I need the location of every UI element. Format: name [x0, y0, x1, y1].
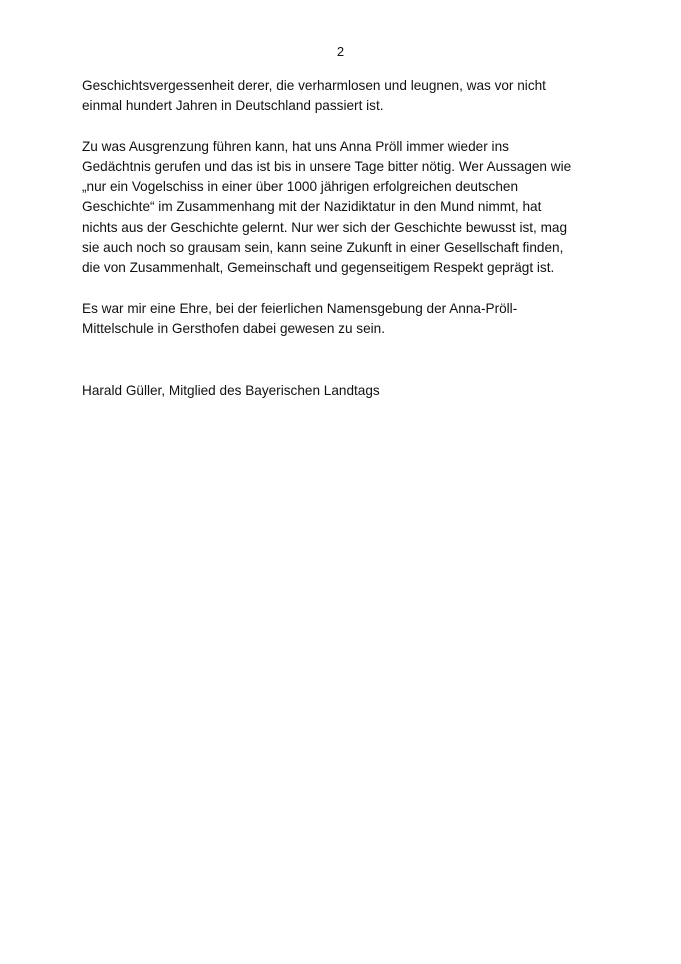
text-line: nichts aus der Geschichte gelernt. Nur wer sich der Geschichte bewusst ist, mag — [82, 219, 568, 235]
paragraph-2 — [82, 137, 622, 279]
text-line: Gedächtnis gerufen und das ist bis in unsere Tage bitter nötig. Wer Aussagen wie — [82, 158, 572, 174]
text-line: Geschichtsvergessenheit derer, die verharmlosen und leugnen, was vor nicht — [82, 78, 546, 93]
text-line: Geschichte“ im Zusammenhang mit der Nazidiktatur in den Mund nimmt, hat — [82, 199, 542, 215]
text-line: Zu was Ausgrenzung führen kann, hat uns Anna Pröll immer wieder ins — [82, 138, 509, 154]
paragraph-1 — [82, 76, 622, 117]
text-line: Es war mir eine Ehre, bei der feierlichen Namensgebung der Anna-Pröll- — [82, 300, 518, 316]
document-body — [82, 76, 622, 402]
text-line: die von Zusammenhalt, Gemeinschaft und gegenseitigem Respekt geprägt ist. — [82, 260, 555, 276]
text-line: „nur ein Vogelschiss in einer über 1000 jährigen erfolgreichen deutschen — [82, 179, 519, 195]
signature: Harald Güller, Mitglied des Bayerischen Landtags — [82, 383, 380, 399]
text-line: sie auch noch so grausam sein, kann seine Zukunft in einer Gesellschaft finden, — [82, 240, 564, 256]
page-number: 2 — [336, 44, 345, 59]
text-line: Mittelschule in Gersthofen dabei gewesen zu sein. — [82, 320, 386, 336]
paragraph-3 — [82, 299, 622, 340]
text-line: einmal hundert Jahren in Deutschland passiert ist. — [82, 98, 384, 114]
